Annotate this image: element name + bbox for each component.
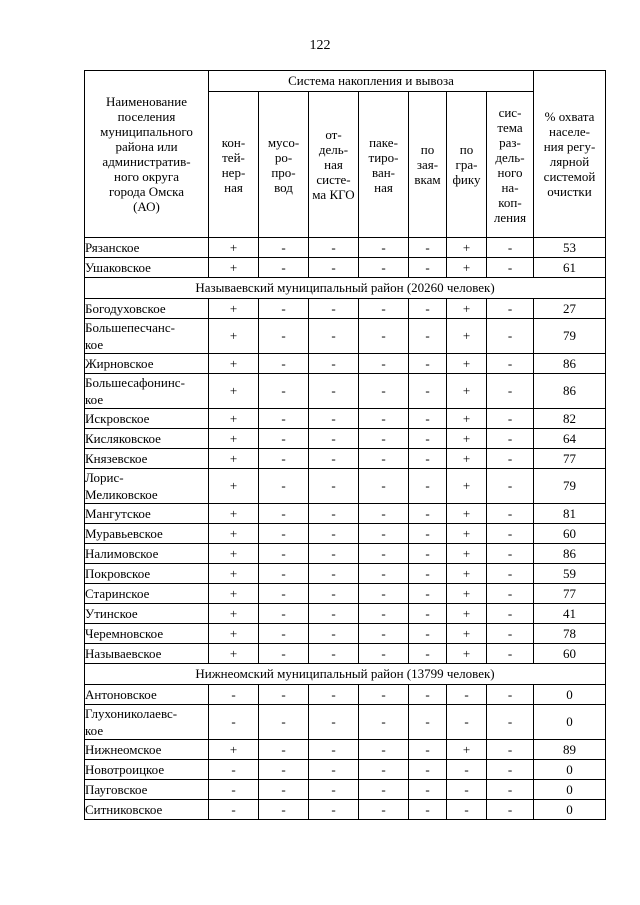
settlement-name: Черемновское [85, 624, 209, 644]
system-mark: - [409, 409, 447, 429]
coverage-percent: 0 [534, 780, 606, 800]
coverage-percent: 82 [534, 409, 606, 429]
system-mark: - [359, 449, 409, 469]
system-mark: - [409, 604, 447, 624]
system-mark: - [487, 800, 534, 820]
system-mark: - [487, 780, 534, 800]
collection-system-header: Система накопления и вывоза [209, 71, 534, 92]
system-mark: - [447, 780, 487, 800]
system-mark: + [209, 299, 259, 319]
system-mark: - [359, 604, 409, 624]
system-mark: - [309, 740, 359, 760]
table-row [85, 258, 606, 278]
system-mark: - [309, 258, 359, 278]
table-row [85, 238, 606, 258]
system-mark: - [259, 469, 309, 504]
system-mark: + [209, 644, 259, 664]
system-mark: - [359, 685, 409, 705]
settlement-name: Рязанское [85, 238, 209, 258]
system-mark: - [487, 429, 534, 449]
table-header [85, 71, 606, 238]
system-mark: - [259, 544, 309, 564]
settlement-name: Большепесчанс- кое [85, 319, 209, 354]
system-mark: - [487, 544, 534, 564]
system-mark: - [309, 800, 359, 820]
coverage-column-header: % охвата населе- ния регу- лярной системой очистки [534, 71, 606, 238]
system-mark: - [209, 705, 259, 740]
system-mark: + [447, 644, 487, 664]
coverage-percent: 86 [534, 374, 606, 409]
system-mark: - [409, 705, 447, 740]
system-mark: - [259, 319, 309, 354]
system-mark: + [447, 319, 487, 354]
table-row [85, 374, 606, 409]
system-mark: - [309, 319, 359, 354]
system-mark: + [209, 319, 259, 354]
system-mark: - [309, 780, 359, 800]
system-mark: - [259, 685, 309, 705]
table-row [85, 449, 606, 469]
table-row [85, 780, 606, 800]
system-mark: + [209, 604, 259, 624]
coverage-percent: 27 [534, 299, 606, 319]
system-mark: - [309, 238, 359, 258]
table-row [85, 685, 606, 705]
system-mark: + [209, 374, 259, 409]
table-row [85, 469, 606, 504]
system-mark: - [487, 624, 534, 644]
system-mark: - [359, 374, 409, 409]
system-mark: + [447, 409, 487, 429]
settlement-name: Пауговское [85, 780, 209, 800]
system-mark: - [209, 800, 259, 820]
system-mark: - [487, 564, 534, 584]
settlement-name: Антоновское [85, 685, 209, 705]
system-mark: - [309, 544, 359, 564]
district-title: Нижнеомский муниципальный район (13799 человек) [85, 664, 606, 685]
settlement-name: Налимовское [85, 544, 209, 564]
system-mark: - [409, 544, 447, 564]
system-mark: + [447, 740, 487, 760]
coverage-percent: 0 [534, 760, 606, 780]
system-mark: - [409, 740, 447, 760]
settlement-name: Муравьевское [85, 524, 209, 544]
system-mark: - [259, 449, 309, 469]
system-mark: - [259, 429, 309, 449]
system-mark: - [409, 760, 447, 780]
system-mark: - [359, 429, 409, 449]
system-mark: - [487, 644, 534, 664]
system-mark: - [309, 354, 359, 374]
system-mark: - [359, 705, 409, 740]
system-mark: - [409, 258, 447, 278]
system-mark: - [447, 760, 487, 780]
system-mark: - [259, 354, 309, 374]
system-mark: + [209, 429, 259, 449]
table-row [85, 584, 606, 604]
system-mark: - [259, 524, 309, 544]
system-mark: - [487, 705, 534, 740]
system-mark: + [209, 449, 259, 469]
system-mark: - [359, 469, 409, 504]
settlement-name: Большесафонинс- кое [85, 374, 209, 409]
system-mark: - [259, 374, 309, 409]
table-row [85, 429, 606, 449]
district-row [85, 664, 606, 685]
coverage-percent: 60 [534, 524, 606, 544]
system-mark: + [209, 354, 259, 374]
coverage-percent: 86 [534, 354, 606, 374]
system-mark: - [359, 409, 409, 429]
coverage-percent: 61 [534, 258, 606, 278]
system-mark: - [487, 469, 534, 504]
system-mark: - [359, 564, 409, 584]
system-mark: + [209, 740, 259, 760]
system-mark: - [409, 524, 447, 544]
system-mark: - [359, 504, 409, 524]
settlement-name: Богодуховское [85, 299, 209, 319]
settlement-name: Искровское [85, 409, 209, 429]
subcolumn-header: сис- тема раз- дель- ного на- коп- ления [487, 92, 534, 238]
system-mark: - [259, 740, 309, 760]
system-mark: - [309, 409, 359, 429]
system-mark: - [359, 584, 409, 604]
table-row [85, 705, 606, 740]
system-mark: - [309, 705, 359, 740]
page-number: 122 [309, 38, 331, 53]
system-mark: - [209, 780, 259, 800]
system-mark: - [409, 685, 447, 705]
table-row [85, 740, 606, 760]
subcolumn-header: кон- тей- нер- ная [209, 92, 259, 238]
coverage-percent: 77 [534, 449, 606, 469]
system-mark: - [259, 624, 309, 644]
table-row [85, 564, 606, 584]
subcolumn-header: от- дель- ная систе- ма КГО [309, 92, 359, 238]
system-mark: - [409, 299, 447, 319]
system-mark: - [487, 258, 534, 278]
system-mark: - [487, 374, 534, 409]
settlement-name: Ситниковское [85, 800, 209, 820]
subcolumn-header: по зая- вкам [409, 92, 447, 238]
system-mark: - [409, 374, 447, 409]
settlement-name: Глухониколаевс- кое [85, 705, 209, 740]
coverage-percent: 0 [534, 685, 606, 705]
system-mark: - [259, 258, 309, 278]
system-mark: - [409, 449, 447, 469]
table-row [85, 299, 606, 319]
table-body [85, 238, 606, 820]
system-mark: - [259, 504, 309, 524]
coverage-percent: 86 [534, 544, 606, 564]
settlement-column-header: Наименование поселения муниципального района или административ- ного округа города Омска (АО) [85, 71, 209, 238]
system-mark: - [487, 740, 534, 760]
system-mark: - [309, 524, 359, 544]
system-mark: + [209, 624, 259, 644]
settlement-name: Новотроицкое [85, 760, 209, 780]
settlement-name: Жирновское [85, 354, 209, 374]
settlement-name: Мангутское [85, 504, 209, 524]
system-mark: + [209, 409, 259, 429]
system-mark: - [487, 504, 534, 524]
system-mark: - [409, 469, 447, 504]
settlement-name: Ушаковское [85, 258, 209, 278]
table-row [85, 644, 606, 664]
system-mark: - [309, 504, 359, 524]
system-mark: - [359, 524, 409, 544]
system-mark: - [259, 644, 309, 664]
system-mark: + [447, 354, 487, 374]
settlement-name: Старинское [85, 584, 209, 604]
coverage-percent: 79 [534, 469, 606, 504]
system-mark: - [309, 604, 359, 624]
system-mark: - [309, 299, 359, 319]
system-mark: + [447, 374, 487, 409]
system-mark: - [309, 469, 359, 504]
subcolumn-header: мусо- ро- про- вод [259, 92, 309, 238]
district-row [85, 278, 606, 299]
system-mark: - [259, 299, 309, 319]
system-mark: + [209, 469, 259, 504]
coverage-percent: 89 [534, 740, 606, 760]
table-row [85, 319, 606, 354]
table-row [85, 524, 606, 544]
coverage-percent: 78 [534, 624, 606, 644]
system-mark: - [447, 685, 487, 705]
coverage-percent: 64 [534, 429, 606, 449]
system-mark: - [309, 685, 359, 705]
system-mark: - [309, 644, 359, 664]
system-mark: - [359, 624, 409, 644]
system-mark: - [359, 354, 409, 374]
system-mark: + [209, 584, 259, 604]
settlement-name: Кисляковское [85, 429, 209, 449]
system-mark: + [209, 564, 259, 584]
system-mark: - [487, 449, 534, 469]
system-mark: - [259, 409, 309, 429]
system-mark: - [359, 740, 409, 760]
coverage-percent: 79 [534, 319, 606, 354]
system-mark: - [209, 760, 259, 780]
system-mark: - [487, 685, 534, 705]
system-mark: - [309, 564, 359, 584]
system-mark: - [359, 780, 409, 800]
system-mark: + [209, 524, 259, 544]
system-mark: + [209, 504, 259, 524]
system-mark: + [447, 429, 487, 449]
coverage-percent: 81 [534, 504, 606, 524]
coverage-percent: 60 [534, 644, 606, 664]
coverage-percent: 41 [534, 604, 606, 624]
settlement-name: Утинское [85, 604, 209, 624]
coverage-percent: 59 [534, 564, 606, 584]
table-row [85, 760, 606, 780]
system-mark: + [209, 544, 259, 564]
system-mark: - [359, 760, 409, 780]
system-mark: - [359, 800, 409, 820]
system-mark: + [209, 258, 259, 278]
system-mark: - [487, 319, 534, 354]
system-mark: - [409, 504, 447, 524]
system-mark: - [409, 354, 447, 374]
system-mark: - [309, 624, 359, 644]
subcolumn-header: по гра- фику [447, 92, 487, 238]
system-mark: - [259, 705, 309, 740]
table-row [85, 354, 606, 374]
system-mark: - [309, 374, 359, 409]
settlement-name: Лорис- Меликовское [85, 469, 209, 504]
system-mark: + [447, 504, 487, 524]
settlement-name: Покровское [85, 564, 209, 584]
table-row [85, 409, 606, 429]
system-mark: - [447, 705, 487, 740]
system-mark: - [487, 299, 534, 319]
table-row [85, 604, 606, 624]
system-mark: + [447, 238, 487, 258]
system-mark: + [447, 584, 487, 604]
table-row [85, 544, 606, 564]
table-row [85, 800, 606, 820]
system-mark: - [487, 409, 534, 429]
system-mark: - [487, 354, 534, 374]
system-mark: + [447, 564, 487, 584]
system-mark: - [409, 238, 447, 258]
coverage-percent: 0 [534, 705, 606, 740]
system-mark: + [447, 544, 487, 564]
system-mark: - [409, 780, 447, 800]
system-mark: - [487, 760, 534, 780]
system-mark: - [487, 238, 534, 258]
table-row [85, 504, 606, 524]
system-mark: - [259, 780, 309, 800]
system-mark: - [487, 584, 534, 604]
system-mark: - [309, 429, 359, 449]
coverage-percent: 77 [534, 584, 606, 604]
system-mark: - [309, 760, 359, 780]
system-mark: - [359, 644, 409, 664]
system-mark: - [259, 760, 309, 780]
system-mark: - [409, 429, 447, 449]
system-mark: - [259, 800, 309, 820]
system-mark: + [447, 469, 487, 504]
waste-collection-table [84, 70, 606, 820]
settlement-name: Нижнеомское [85, 740, 209, 760]
system-mark: - [359, 238, 409, 258]
subcolumn-header: паке- тиро- ван- ная [359, 92, 409, 238]
system-mark: - [309, 584, 359, 604]
system-mark: - [259, 584, 309, 604]
system-mark: - [209, 685, 259, 705]
system-mark: - [447, 800, 487, 820]
table-row [85, 624, 606, 644]
system-mark: - [359, 319, 409, 354]
system-mark: - [487, 604, 534, 624]
settlement-name: Князевское [85, 449, 209, 469]
settlement-name: Называевское [85, 644, 209, 664]
system-mark: - [359, 544, 409, 564]
system-mark: + [447, 449, 487, 469]
system-mark: - [359, 299, 409, 319]
system-mark: - [359, 258, 409, 278]
system-mark: + [447, 524, 487, 544]
system-mark: - [259, 564, 309, 584]
system-mark: - [409, 564, 447, 584]
system-mark: + [447, 258, 487, 278]
system-mark: - [409, 624, 447, 644]
system-mark: - [409, 644, 447, 664]
system-mark: - [409, 584, 447, 604]
district-title: Называевский муниципальный район (20260 человек) [85, 278, 606, 299]
system-mark: - [259, 604, 309, 624]
system-mark: - [409, 800, 447, 820]
system-mark: - [309, 449, 359, 469]
system-mark: + [447, 604, 487, 624]
coverage-percent: 53 [534, 238, 606, 258]
system-mark: - [259, 238, 309, 258]
system-mark: + [447, 624, 487, 644]
coverage-percent: 0 [534, 800, 606, 820]
system-mark: + [447, 299, 487, 319]
system-mark: - [409, 319, 447, 354]
system-mark: - [487, 524, 534, 544]
system-mark: + [209, 238, 259, 258]
